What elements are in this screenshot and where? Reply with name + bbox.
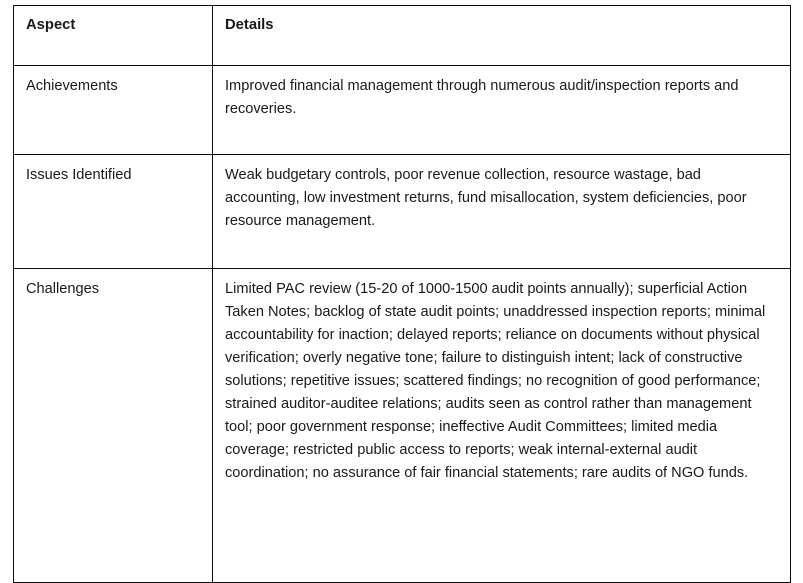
cell-details-text: Improved financial management through numerous audit/inspection reports and recoveries. [225, 78, 739, 117]
row-aspect-achievements [14, 66, 213, 155]
aspect-details-table [13, 5, 791, 583]
column-header-details-label: Details [225, 17, 274, 33]
table-container [13, 5, 790, 583]
cell-aspect-label: Challenges [26, 281, 100, 297]
table-row [14, 66, 791, 155]
table-header-row [14, 6, 791, 66]
column-header-aspect-label: Aspect [26, 17, 76, 33]
row-details-achievements [213, 66, 791, 155]
column-header-details [213, 6, 791, 66]
cell-details-text: Weak budgetary controls, poor revenue collection, resource wastage, bad accounting, low investment returns, fund misallocation, system deficiencies, poor resource management. [225, 167, 747, 229]
row-details-issues-identified [213, 155, 791, 269]
cell-aspect-label: Achievements [26, 78, 118, 94]
table-body [14, 66, 791, 583]
cell-aspect-label: Issues Identified [26, 167, 132, 183]
column-header-aspect [14, 6, 213, 66]
table-row [14, 155, 791, 269]
row-details-challenges [213, 269, 791, 583]
row-aspect-issues-identified [14, 155, 213, 269]
table-header [14, 6, 791, 66]
table-row [14, 269, 791, 583]
row-aspect-challenges [14, 269, 213, 583]
cell-details-text: Limited PAC review (15-20 of 1000-1500 audit points annually); superficial Action Taken Notes; backlog of state audit points; unaddressed inspection reports; minimal accountability for inaction; delayed reports; reliance on documents without physical verification; overly negative tone; failure to distinguish intent; lack of constructive solutions; repetitive issues; scattered findings; no recognition of good performance; strained auditor-auditee relations; audits seen as control rather than management tool; poor government response; ineffective Audit Committees; limited media coverage; restricted public access to reports; weak internal-external audit coordination; no assurance of fair financial statements; rare audits of NGO funds. [225, 281, 766, 481]
